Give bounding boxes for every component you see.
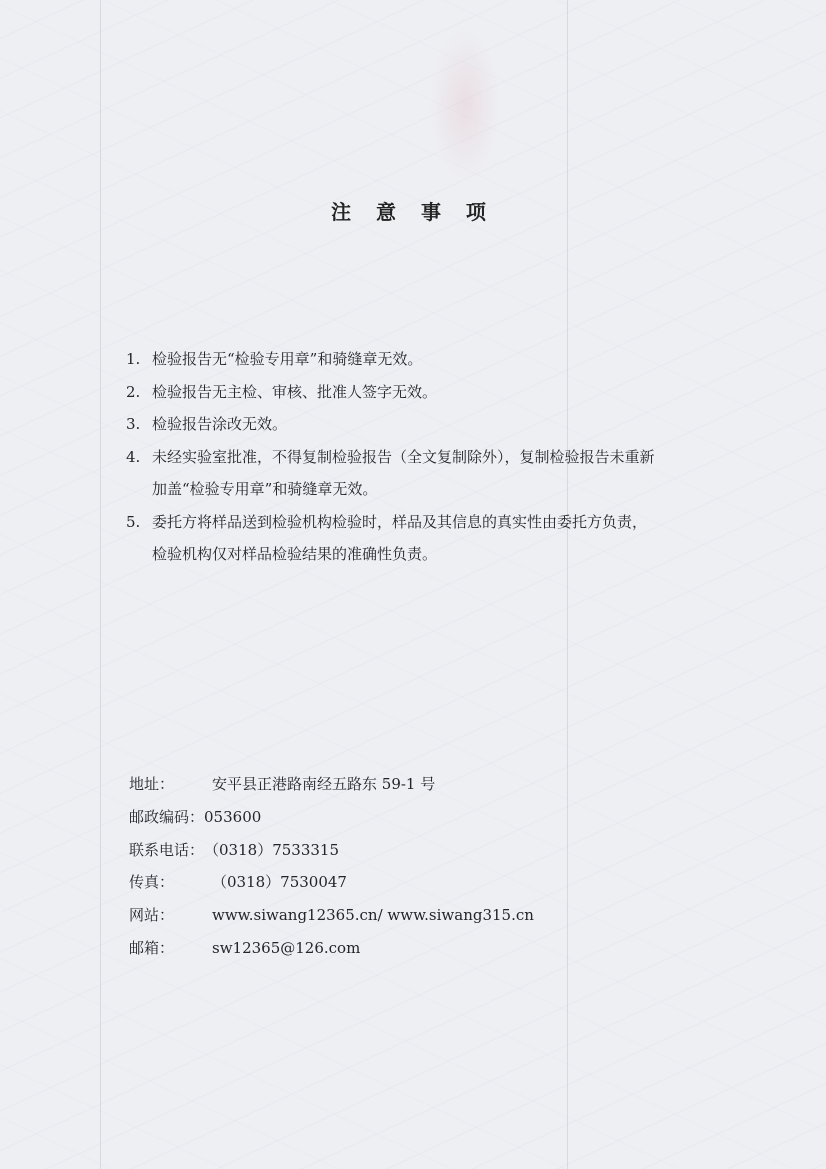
note-text (152, 441, 766, 506)
contact-phone (129, 834, 729, 867)
note-item-5 (126, 506, 766, 571)
contact-label: 网站： (129, 906, 175, 925)
contact-postcode (129, 801, 729, 834)
note-number: 1. (126, 350, 141, 368)
note-number: 4. (126, 447, 141, 466)
contact-value: （0318）7530047 (212, 873, 347, 892)
notes-list (126, 343, 766, 571)
note-text: 检验报告无“检验专用章”和骑缝章无效。 (152, 350, 423, 368)
note-line: 委托方将样品送到检验机构检验时，样品及其信息的真实性由委托方负责， (152, 512, 648, 531)
scan-fold-line-right (567, 0, 568, 1169)
scan-fold-line-left (100, 0, 101, 1169)
contact-value: sw12365@126.com (212, 938, 361, 957)
note-item-1 (126, 343, 766, 376)
note-number: 2. (126, 382, 141, 401)
note-text: 检验报告涂改无效。 (152, 415, 288, 433)
note-number: 3. (126, 415, 141, 433)
note-text (152, 506, 766, 571)
page-title: 注 意 事 项 (331, 200, 495, 224)
contact-info (129, 768, 729, 965)
contact-label: 联系电话： (129, 840, 205, 859)
contact-value: （0318）7533315 (204, 840, 339, 859)
note-line: 检验机构仅对样品检验结果的准确性负责。 (152, 545, 438, 563)
faint-stamp-mark (430, 30, 500, 180)
contact-label: 邮箱： (129, 938, 175, 957)
contact-email (129, 932, 729, 965)
contact-label: 地址： (129, 775, 175, 793)
note-line: 加盖“检验专用章”和骑缝章无效。 (152, 480, 378, 498)
note-line: 未经实验室批准，不得复制检验报告（全文复制除外），复制检验报告未重新 (152, 447, 655, 466)
contact-value: www.siwang12365.cn/ www.siwang315.cn (212, 906, 534, 925)
contact-fax (129, 866, 729, 899)
contact-address (129, 768, 729, 801)
note-text: 检验报告无主检、审核、批准人签字无效。 (152, 382, 438, 401)
contact-label: 邮政编码： (129, 807, 205, 826)
contact-value: 安平县正港路南经五路东 59-1 号 (212, 775, 436, 793)
contact-website (129, 899, 729, 932)
contact-value: 053600 (204, 807, 262, 826)
note-number: 5. (126, 512, 141, 531)
note-item-4 (126, 441, 766, 506)
note-item-3 (126, 408, 766, 441)
note-item-2 (126, 376, 766, 409)
contact-label: 传真： (129, 873, 175, 892)
